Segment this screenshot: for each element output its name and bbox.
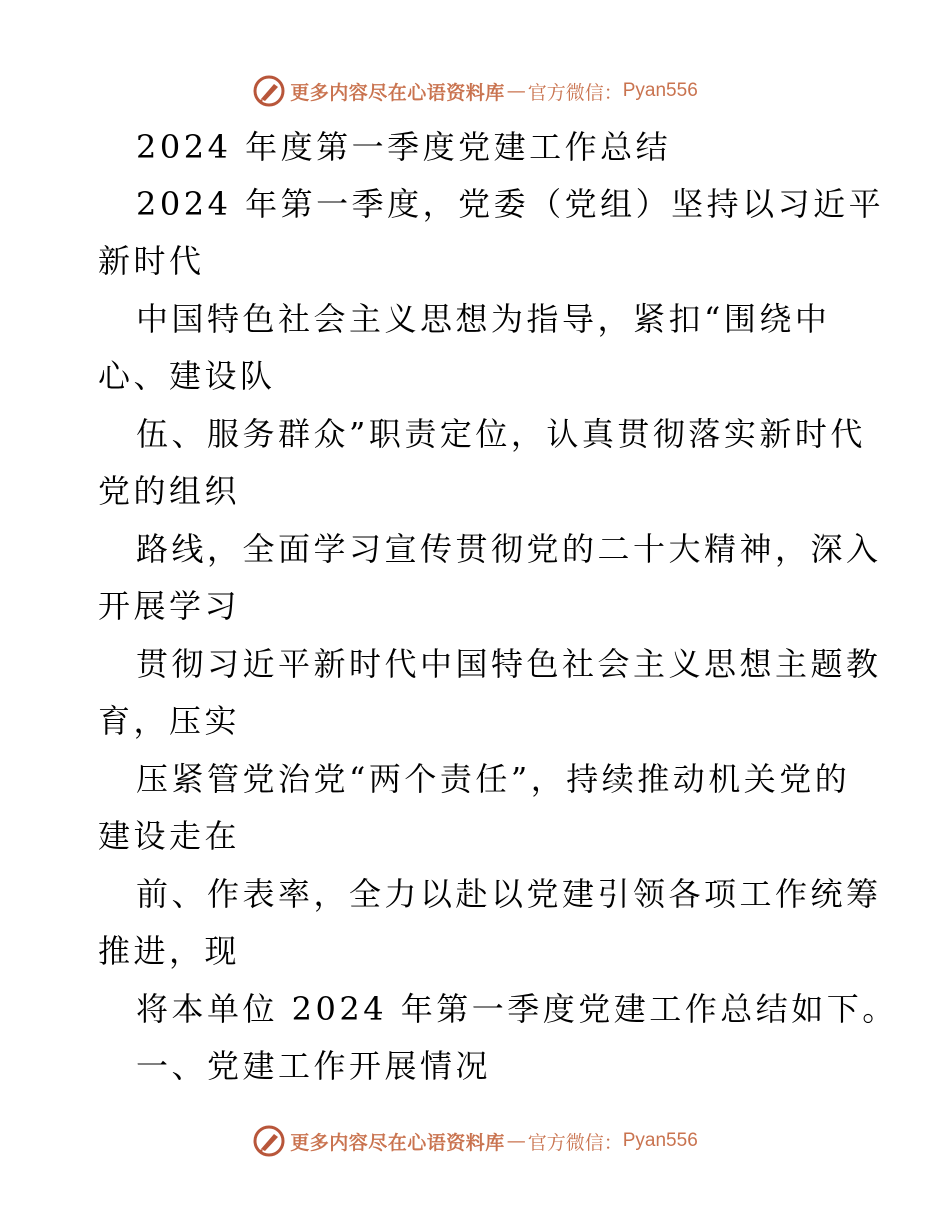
paragraph-line: 新时代 [98, 242, 205, 280]
paragraph-line: 2024 年第一季度，党委（党组）坚持以习近平 [136, 185, 885, 223]
paragraph-line: 推进，现 [98, 932, 241, 970]
paragraph-line: 贯彻习近平新时代中国特色社会主义思想主题教 [136, 645, 882, 683]
paragraph-line: 前、作表率，全力以赴以党建引领各项工作统筹 [136, 875, 882, 913]
watermark-separator: — [506, 80, 526, 102]
section-heading: 一、党建工作开展情况 [136, 1047, 492, 1085]
pen-logo-icon [252, 1124, 286, 1158]
watermark-wechat-label: 官方微信： [527, 1131, 623, 1154]
watermark-banner-bottom [0, 1121, 950, 1161]
watermark-brand-text: 更多内容尽在心语资料库 [290, 1131, 505, 1154]
paragraph-line: 将本单位 2024 年第一季度党建工作总结如下。 [136, 990, 898, 1028]
paragraph-line: 路线，全面学习宣传贯彻党的二十大精神，深入 [136, 530, 882, 568]
paragraph-line: 党的组织 [98, 472, 241, 510]
paragraph-line: 伍、服务群众”职责定位，认真贯彻落实新时代 [136, 415, 866, 453]
document-title: 2024 年度第一季度党建工作总结 [136, 128, 672, 166]
watermark-brand-text: 更多内容尽在心语资料库 [290, 81, 505, 104]
watermark-wechat-label: 官方微信： [527, 81, 623, 104]
watermark-wechat-id: Pyan556 [622, 80, 698, 101]
paragraph-line: 中国特色社会主义思想为指导，紧扣“围绕中 [136, 300, 831, 338]
paragraph-line: 建设走在 [98, 817, 241, 855]
pen-logo-icon [252, 74, 286, 108]
paragraph-line: 压紧管党治党“两个责任”，持续推动机关党的 [136, 760, 851, 798]
watermark-separator: — [506, 1130, 526, 1152]
watermark-wechat-id: Pyan556 [622, 1130, 698, 1151]
paragraph-line: 心、建设队 [98, 357, 276, 395]
paragraph-line: 育，压实 [98, 702, 241, 740]
watermark-banner-top [0, 71, 950, 111]
paragraph-line: 开展学习 [98, 587, 241, 625]
